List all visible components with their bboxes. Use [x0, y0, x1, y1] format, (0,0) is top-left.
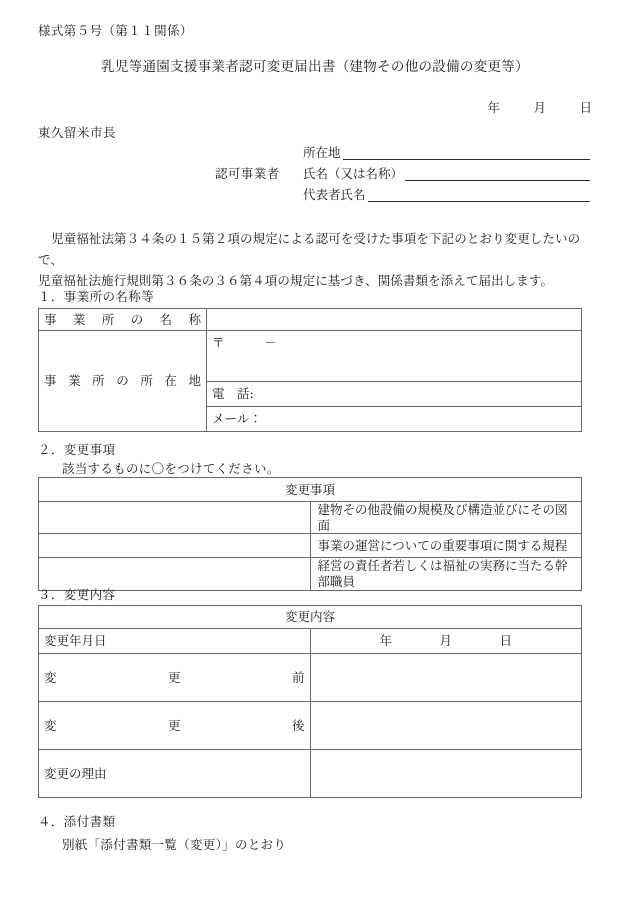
applicant-party-label: 認可事業者	[215, 166, 280, 181]
change-date-input-cell[interactable]	[310, 629, 582, 654]
table-row	[39, 309, 582, 331]
addressee: 東久留米市長	[38, 125, 117, 140]
table-row	[39, 478, 582, 502]
office-zip-cell[interactable]	[207, 331, 582, 382]
applicant-name-label: 氏名（又は名称）	[303, 166, 404, 181]
section1-heading: １．事業所の名称等	[38, 289, 155, 304]
applicant-party-spacer-2	[215, 188, 303, 203]
applicant-row-name	[215, 161, 590, 182]
table-row	[39, 702, 582, 750]
section2-heading: ２．変更事項	[38, 442, 116, 457]
change-date-label-cell	[39, 629, 311, 654]
applicant-row-representative	[215, 182, 590, 203]
body-paragraph-line1: 児童福祉法第３４条の１５第２項の規定による認可を受けた事項を下記のとおり変更したいので、	[38, 231, 581, 267]
office-zip-value: 〒 －	[212, 335, 278, 350]
office-info-table	[38, 308, 582, 432]
change-date-year-label: 年	[379, 633, 392, 649]
table-row	[39, 331, 582, 382]
office-name-input-cell[interactable]	[207, 309, 582, 331]
table-row	[39, 750, 582, 798]
change-date-day-label: 日	[499, 633, 512, 649]
section3-heading: ３．変更内容	[38, 587, 116, 602]
office-name-label: 事業所の名称	[44, 311, 201, 327]
applicant-name-field[interactable]	[405, 166, 590, 181]
applicant-representative-field[interactable]	[368, 187, 590, 202]
office-address-label: 事業所の所在地	[44, 373, 201, 389]
change-before-label: 変更前	[44, 669, 305, 685]
change-date-ymd	[379, 633, 512, 648]
change-reason-label-cell	[39, 750, 311, 798]
form-code: 様式第５号（第１１関係）	[38, 23, 193, 38]
change-after-input-cell[interactable]	[310, 702, 582, 750]
applicant-party-spacer	[215, 146, 303, 161]
change-date-month-label: 月	[439, 633, 452, 649]
change-detail-header: 変更内容	[39, 606, 582, 629]
body-paragraph	[38, 228, 594, 291]
change-before-input-cell[interactable]	[310, 654, 582, 702]
change-item-label-2: 事業の運営についての重要事項に関する規程	[310, 534, 582, 558]
office-name-label-cell	[39, 309, 207, 331]
body-paragraph-line2: 児童福祉法施行規則第３６条の３６第４項の規定に基づき、関係書類を添えて届出します。	[38, 273, 554, 288]
date-day-label: 日	[579, 100, 592, 115]
change-after-label-cell	[39, 702, 311, 750]
change-before-label-cell	[39, 654, 311, 702]
change-reason-input-cell[interactable]	[310, 750, 582, 798]
change-after-label: 変更後	[44, 717, 305, 733]
office-mail-cell[interactable]	[207, 407, 582, 432]
change-items-table	[38, 477, 582, 591]
date-line	[487, 98, 592, 116]
office-tel-label: 電 話:	[212, 386, 254, 402]
table-row	[39, 606, 582, 629]
applicant-representative-label: 代表者氏名	[303, 187, 366, 202]
section4-note: 別紙「添付書類一覧（変更）」のとおり	[62, 837, 287, 852]
change-item-mark-cell-2[interactable]	[39, 534, 311, 558]
change-item-label-3: 経営の責任者若しくは福祉の実務に当たる幹部職員	[310, 558, 582, 590]
change-date-label: 変更年月日	[44, 633, 107, 649]
section2-instruction: 該当するものに〇をつけてください。	[62, 461, 280, 476]
change-reason-label: 変更の理由	[44, 765, 107, 781]
change-item-mark-cell-1[interactable]	[39, 502, 311, 534]
office-address-label-cell	[39, 331, 207, 432]
table-row	[39, 534, 582, 558]
table-row	[39, 558, 582, 590]
office-tel-cell[interactable]	[207, 382, 582, 407]
date-year-label: 年	[487, 100, 500, 115]
page-title: 乳児等通園支援事業者認可変更届出書（建物その他の設備の変更等）	[101, 59, 529, 75]
date-month-label: 月	[533, 100, 546, 115]
applicant-address-label: 所在地	[303, 145, 341, 160]
table-row	[39, 629, 582, 654]
change-items-header: 変更事項	[39, 478, 582, 502]
applicant-block	[215, 140, 590, 203]
table-row	[39, 502, 582, 534]
change-item-label-1: 建物その他設備の規模及び構造並びにその図面	[310, 502, 582, 534]
change-detail-table	[38, 605, 582, 798]
section4-heading: ４．添付書類	[38, 814, 116, 829]
applicant-row-address	[215, 140, 590, 161]
applicant-address-field[interactable]	[343, 145, 590, 160]
office-mail-label: メール：	[212, 411, 262, 427]
table-row	[39, 654, 582, 702]
